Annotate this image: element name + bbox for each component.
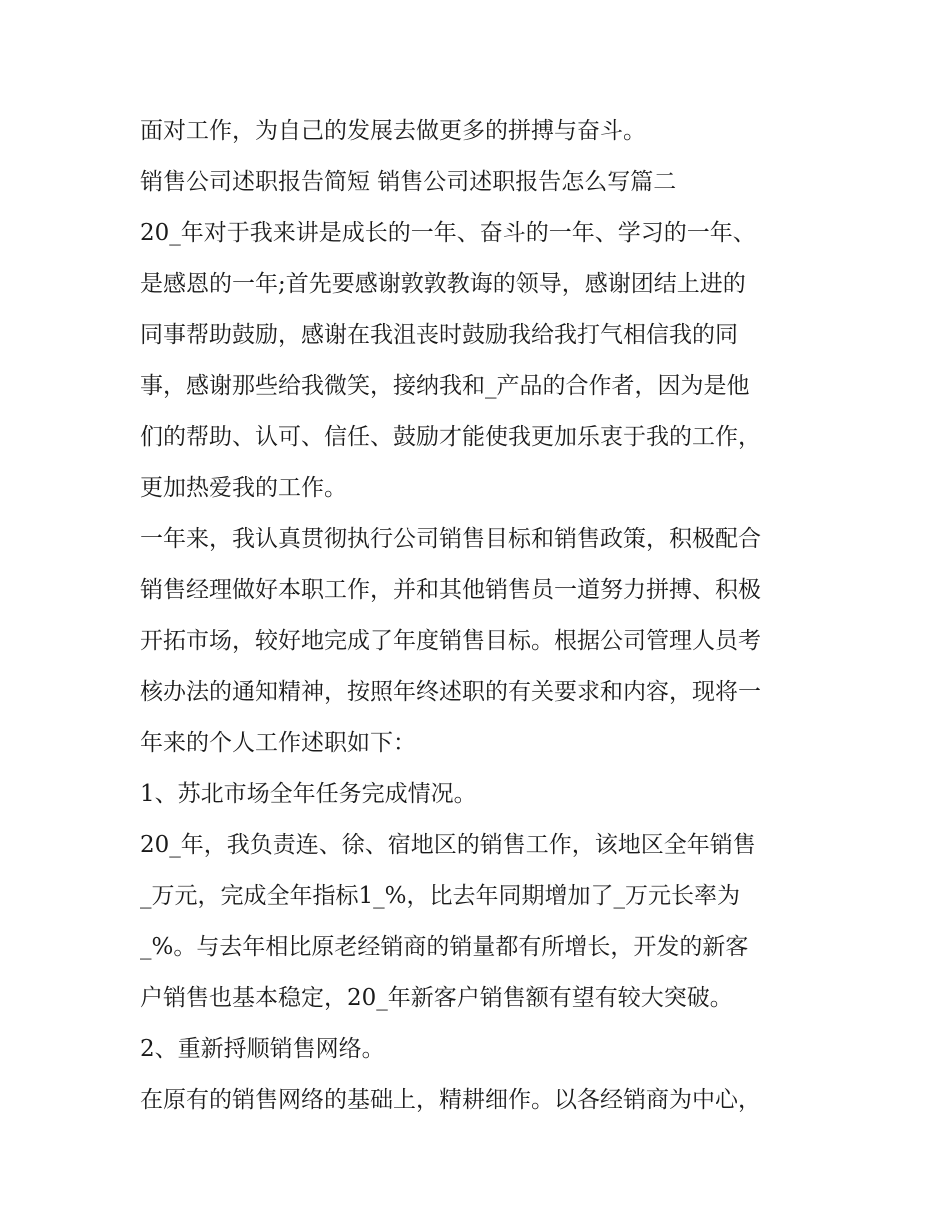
text-line-10: 销售经理做好本职工作，并和其他销售员一道努力拼搏、积极 (140, 577, 761, 603)
document-body (140, 106, 820, 1126)
text-line-6: 事，感谢那些给我微笑，接纳我和_产品的合作者，因为是他 (140, 373, 750, 399)
text-line-5: 同事帮助鼓励，感谢在我沮丧时鼓励我给我打气相信我的同 (140, 322, 738, 348)
text-line-7: 们的帮助、认可、信任、鼓励才能使我更加乐衷于我的工作， (140, 424, 761, 450)
text-line-12: 核办法的通知精神，按照年终述职的有关要求和内容，现将一 (140, 679, 761, 705)
text-line-8: 更加热爱我的工作。 (140, 475, 347, 501)
text-line-1: 面对工作，为自己的发展去做更多的拼搏与奋斗。 (140, 118, 646, 144)
text-line-15: 20_年，我负责连、徐、宿地区的销售工作，该地区全年销售 (140, 832, 756, 858)
text-line-17: _%。与去年相比原老经销商的销量都有所增长，开发的新客 (140, 934, 749, 960)
text-line-4: 是感恩的一年;首先要感谢敦敦教诲的领导，感谢团结上进的 (140, 271, 746, 297)
list-item-2-heading: 2、重新捋顺销售网络。 (140, 1036, 385, 1062)
text-line-18: 户销售也基本稳定，20_年新客户销售额有望有较大突破。 (140, 985, 733, 1011)
text-line-3: 20_年对于我来讲是成长的一年、奋斗的一年、学习的一年、 (140, 220, 756, 246)
text-line-9: 一年来，我认真贯彻执行公司销售目标和销售政策，积极配合 (140, 526, 761, 552)
text-line-11: 开拓市场，较好地完成了年度销售目标。根据公司管理人员考 (140, 628, 761, 654)
text-line-16: _万元，完成全年指标1_%，比去年同期增加了_万元长率为 (140, 883, 740, 909)
text-line-13: 年来的个人工作述职如下： (140, 730, 416, 756)
section-heading: 销售公司述职报告简短 销售公司述职报告怎么写篇二 (140, 169, 677, 195)
text-line-20: 在原有的销售网络的基础上，精耕细作。以各经销商为中心， (140, 1087, 761, 1113)
list-item-1-heading: 1、苏北市场全年任务完成情况。 (140, 781, 477, 807)
